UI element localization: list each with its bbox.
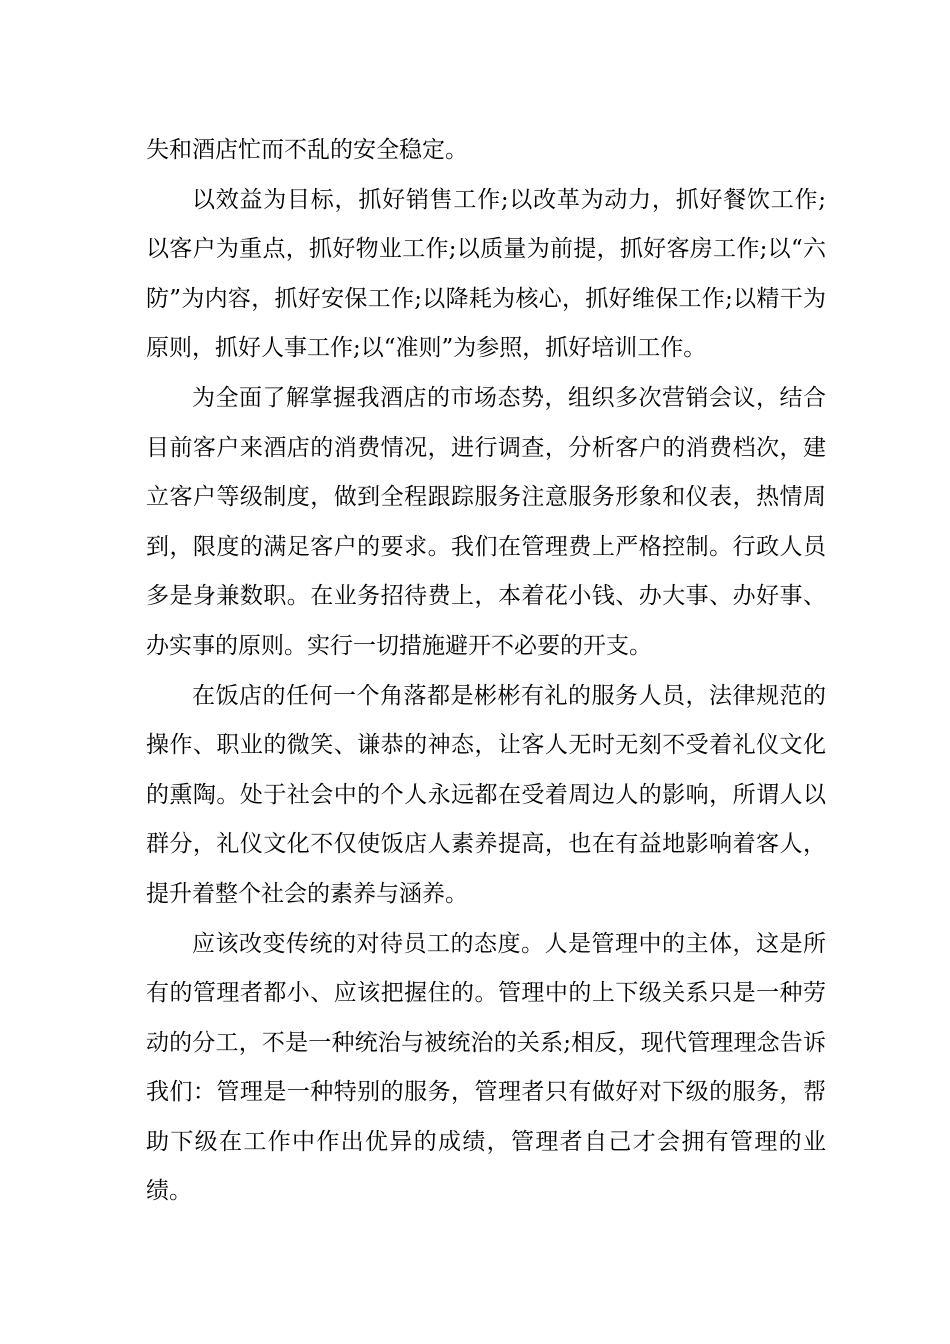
paragraph-3: 为全面了解掌握我酒店的市场态势，组织多次营销会议，结合目前客户来酒店的消费情况，进行调查，分析客户的消费档次，建立客户等级制度，做到全程跟踪服务注意服务形象和仪表，热情周到，限度的满足客户的要求。我们在管理费上严格控制。行政人员多是身兼数职。在业务招待费上，本着花小钱、办大事、办好事、办实事的原则。实行一切措施避开不必要的开支。 bbox=[146, 384, 826, 659]
paragraph-4: 在饭店的任何一个角落都是彬彬有礼的服务人员，法律规范的操作、职业的微笑、谦恭的神态，让客人无时无刻不受着礼仪文化的熏陶。处于社会中的个人永远都在受着周边人的影响，所谓人以群分，礼仪文化不仅使饭店人素养提高，也在有益地影响着客人，提升着整个社会的素养与涵养。 bbox=[146, 682, 826, 907]
document-body bbox=[146, 126, 826, 1217]
paragraph-1: 失和酒店忙而不乱的安全稳定。 bbox=[146, 137, 468, 163]
paragraph-2: 以效益为目标，抓好销售工作;以改革为动力，抓好餐饮工作;以客户为重点，抓好物业工作;以质量为前提，抓好客房工作;以“六防”为内容，抓好安保工作;以降耗为核心，抓好维保工作;以精干为原则，抓好人事工作;以“准则”为参照，抓好培训工作。 bbox=[146, 186, 826, 362]
paragraph-5: 应该改变传统的对待员工的态度。人是管理中的主体，这是所有的管理者都小、应该把握住的。管理中的上下级关系只是一种劳动的分工，不是一种统治与被统治的关系;相反，现代管理理念告诉我们：管理是一种特别的服务，管理者只有做好对下级的服务，帮助下级在工作中作出优异的成绩，管理者自己才会拥有管理的业绩。 bbox=[146, 930, 826, 1205]
